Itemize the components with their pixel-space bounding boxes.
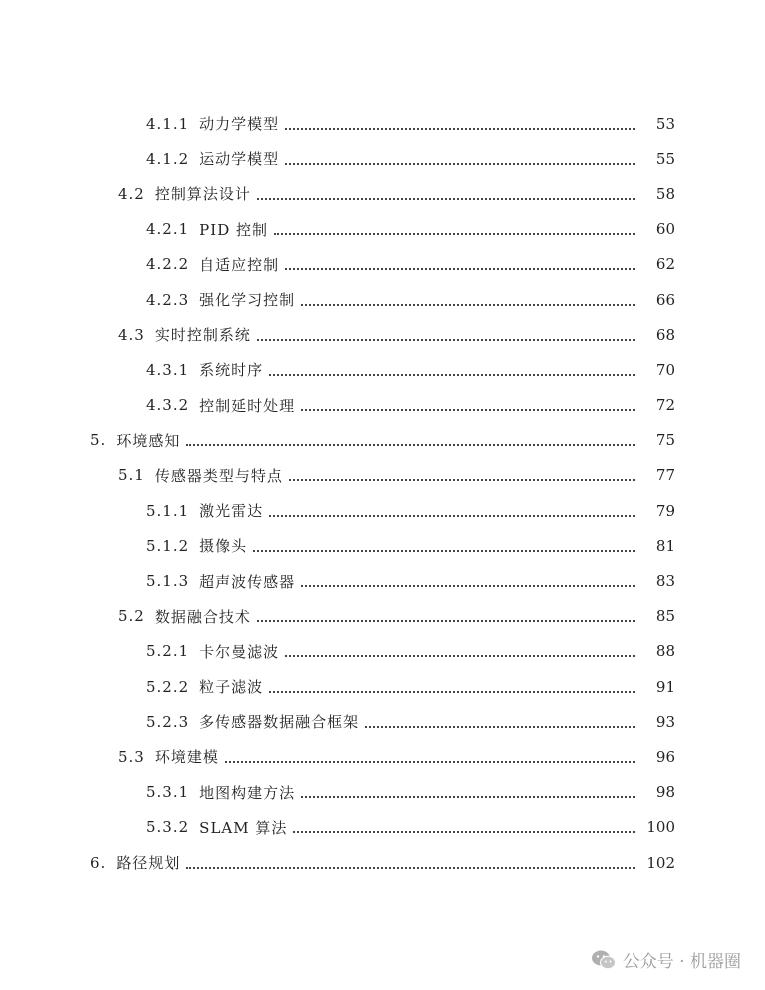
toc-entry-number: 4.2.2 xyxy=(146,255,190,274)
toc-entry-number: 5.2.1 xyxy=(146,642,190,661)
toc-entry-title: 地图构建方法 xyxy=(199,783,296,802)
toc-entry[interactable] xyxy=(0,845,765,880)
toc-entry[interactable] xyxy=(0,212,765,247)
toc-entry-number: 5. xyxy=(90,431,107,450)
toc-entry[interactable] xyxy=(0,282,765,317)
toc-entry-title: 控制算法设计 xyxy=(154,185,251,204)
toc-entry[interactable] xyxy=(0,775,765,810)
toc-entry-number: 5.2.3 xyxy=(146,712,190,731)
toc-entry-title: 传感器类型与特点 xyxy=(154,466,283,485)
dot-leader xyxy=(285,128,635,130)
watermark-text: 公众号 · 机器圈 xyxy=(622,952,741,972)
toc-entry[interactable] xyxy=(0,599,765,634)
toc-entry[interactable] xyxy=(0,141,765,176)
toc-entry-number: 4.3 xyxy=(118,325,145,344)
toc-entry-title: 数据融合技术 xyxy=(154,607,251,626)
toc-entry-number: 5.1 xyxy=(118,466,145,485)
toc-entry[interactable] xyxy=(0,106,765,141)
toc-entry-title: 卡尔曼滤波 xyxy=(199,642,280,661)
toc-entry-page: 81 xyxy=(655,536,675,555)
toc-entry-number: 4.2.3 xyxy=(146,290,190,309)
toc-entry-number: 5.3.2 xyxy=(146,818,190,837)
dot-leader xyxy=(301,796,635,798)
dot-leader xyxy=(301,409,635,411)
toc-entry-number: 5.1.2 xyxy=(146,536,190,555)
toc-entry-title: 动力学模型 xyxy=(199,115,280,134)
toc-entry[interactable] xyxy=(0,423,765,458)
wechat-icon xyxy=(591,949,617,971)
dot-leader xyxy=(253,550,635,552)
toc-entry-title: 超声波传感器 xyxy=(199,572,296,591)
dot-leader xyxy=(186,444,635,446)
toc-entry-page: 60 xyxy=(655,220,675,239)
toc-entry-page: 83 xyxy=(655,572,675,591)
toc-entry-page: 85 xyxy=(655,607,675,626)
toc-entry[interactable] xyxy=(0,388,765,423)
toc-entry[interactable] xyxy=(0,634,765,669)
dot-leader xyxy=(301,304,635,306)
dot-leader xyxy=(285,268,635,270)
toc-entry[interactable] xyxy=(0,493,765,528)
toc-entry-page: 91 xyxy=(655,677,675,696)
dot-leader xyxy=(269,691,635,693)
toc-entry-title: 强化学习控制 xyxy=(199,291,296,310)
toc-entry-number: 5.2.2 xyxy=(146,677,190,696)
dot-leader xyxy=(257,198,635,200)
table-of-contents xyxy=(0,106,765,880)
toc-entry-number: 4.3.2 xyxy=(146,396,190,415)
toc-entry-page: 100 xyxy=(646,818,675,837)
dot-leader xyxy=(274,233,635,235)
dot-leader xyxy=(365,726,635,728)
toc-entry-number: 5.1.1 xyxy=(146,501,190,520)
toc-entry-number: 4.1.2 xyxy=(146,149,190,168)
watermark xyxy=(591,947,741,972)
dot-leader xyxy=(257,339,635,341)
toc-entry-title: 路径规划 xyxy=(116,854,181,873)
toc-entry-title: PID 控制 xyxy=(199,220,268,239)
toc-entry-number: 4.2.1 xyxy=(146,220,190,239)
dot-leader xyxy=(257,620,635,622)
toc-entry[interactable] xyxy=(0,739,765,774)
toc-entry[interactable] xyxy=(0,352,765,387)
dot-leader xyxy=(285,163,635,165)
toc-entry[interactable] xyxy=(0,458,765,493)
toc-entry-number: 5.1.3 xyxy=(146,572,190,591)
dot-leader xyxy=(293,831,635,833)
toc-entry-title: 环境感知 xyxy=(116,431,181,450)
toc-entry-title: 激光雷达 xyxy=(199,502,264,521)
toc-entry[interactable] xyxy=(0,563,765,598)
toc-entry[interactable] xyxy=(0,810,765,845)
toc-entry[interactable] xyxy=(0,247,765,282)
toc-entry-title: 控制延时处理 xyxy=(199,396,296,415)
toc-entry-page: 102 xyxy=(646,853,675,872)
toc-entry[interactable] xyxy=(0,176,765,211)
toc-entry-number: 5.3.1 xyxy=(146,783,190,802)
toc-entry-page: 75 xyxy=(655,431,675,450)
toc-entry-title: 粒子滤波 xyxy=(199,678,264,697)
dot-leader xyxy=(225,761,635,763)
toc-entry-page: 53 xyxy=(655,114,675,133)
dot-leader xyxy=(301,585,635,587)
toc-entry[interactable] xyxy=(0,704,765,739)
toc-entry-number: 6. xyxy=(90,853,107,872)
toc-entry-page: 96 xyxy=(655,747,675,766)
dot-leader xyxy=(289,479,635,481)
toc-entry-page: 62 xyxy=(655,255,675,274)
toc-entry-number: 4.1.1 xyxy=(146,114,190,133)
toc-entry[interactable] xyxy=(0,528,765,563)
dot-leader xyxy=(269,374,635,376)
toc-entry-page: 88 xyxy=(655,642,675,661)
toc-entry-page: 72 xyxy=(655,396,675,415)
toc-entry-number: 4.3.1 xyxy=(146,360,190,379)
toc-entry-title: 摄像头 xyxy=(199,537,248,556)
toc-entry-page: 58 xyxy=(655,184,675,203)
toc-entry-title: 自适应控制 xyxy=(199,255,280,274)
toc-entry-page: 79 xyxy=(655,501,675,520)
toc-entry-page: 77 xyxy=(655,466,675,485)
toc-entry[interactable] xyxy=(0,669,765,704)
toc-entry-title: 运动学模型 xyxy=(199,150,280,169)
toc-entry-page: 93 xyxy=(655,712,675,731)
toc-entry-page: 68 xyxy=(655,325,675,344)
toc-entry-title: 系统时序 xyxy=(199,361,264,380)
toc-entry-page: 98 xyxy=(655,783,675,802)
toc-entry-title: 环境建模 xyxy=(154,748,219,767)
toc-entry-title: SLAM 算法 xyxy=(199,818,288,837)
toc-entry-page: 66 xyxy=(655,290,675,309)
toc-entry-title: 多传感器数据融合框架 xyxy=(199,713,360,732)
toc-entry-page: 70 xyxy=(655,360,675,379)
dot-leader xyxy=(285,655,635,657)
toc-entry-page: 55 xyxy=(655,149,675,168)
toc-entry-number: 5.2 xyxy=(118,607,145,626)
dot-leader xyxy=(269,515,635,517)
toc-entry-number: 4.2 xyxy=(118,184,145,203)
toc-entry-number: 5.3 xyxy=(118,747,145,766)
dot-leader xyxy=(186,867,635,869)
toc-entry[interactable] xyxy=(0,317,765,352)
toc-entry-title: 实时控制系统 xyxy=(154,326,251,345)
